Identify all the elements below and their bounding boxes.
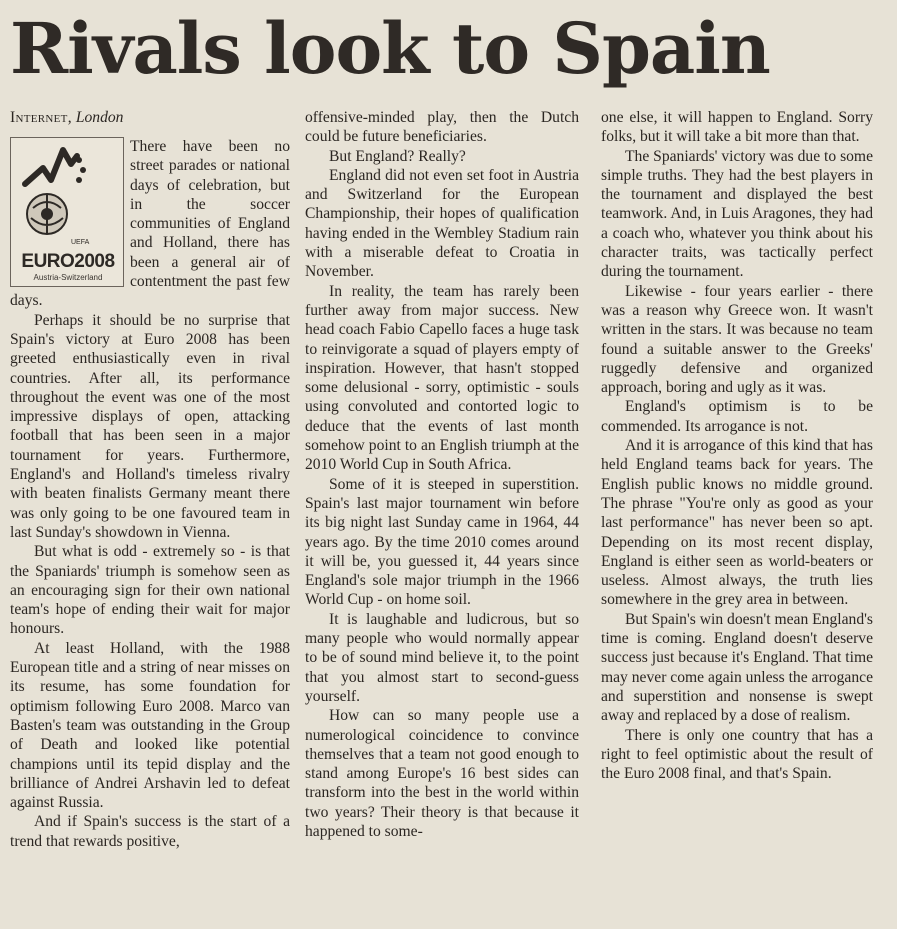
- paragraph: Some of it is steeped in superstition. Spain's last major tournament win before its big night last Sunday came in 1964, 44 years ago. By the time 2010 comes around it will be, you guessed it, 44 years since England's sole major triumph in the 1966 World Cup - on home soil.: [305, 475, 579, 609]
- paragraph: But England? Really?: [329, 147, 466, 165]
- paragraph: And it is arrogance of this kind that has held England teams back for years. The English public knows no middle ground. The phrase "You're only as good as your last performance" has never been so apt. Depending on its most recent display, England is either seen as world-beaters or useless. Almost always, the truth lies somewhere in the grey area in between.: [601, 437, 873, 609]
- paragraph: Likewise - four years earlier - there was a reason why Greece won. It wasn't written in the stars. It was because no team found a suitable answer to the Greeks' ruggedly defensive and organized approach, boring and ugly as it was.: [601, 282, 873, 397]
- paragraph: There have been no street parades or national days of celebration, but in the soccer communities of England and Holland, there has been a general air of contentment the past few days.: [10, 138, 290, 310]
- column-1: [10, 108, 290, 851]
- column-2: [305, 108, 579, 841]
- paragraph: offensive-minded play, then the Dutch could be future beneficiaries.: [305, 109, 579, 146]
- paragraph: England's optimism is to be commended. Its arrogance is not.: [601, 398, 873, 435]
- column-3: [601, 108, 873, 783]
- byline-source: Internet,: [10, 109, 72, 126]
- paragraph: The Spaniards' victory was due to some simple truths. They had the best players in the tournament and displayed the best teamwork. And, in Luis Aragones, they had a coach who, whatever you think about his character traits, was tactically perfect during the tournament.: [601, 147, 873, 281]
- logo-subtitle: Austria-Switzerland: [33, 273, 103, 282]
- paragraph: How can so many people use a numerological coincidence to convince themselves that a team not good enough to stand among Europe's 16 best sides can transform into the best in the world within two years? Their theory is that because it happened to some-: [305, 707, 579, 840]
- paragraph: And if Spain's success is the start of a trend that rewards positive,: [10, 813, 290, 850]
- paragraph: In reality, the team has rarely been further away from major success. New head coach Fabio Capello faces a huge task to reinvigorate a squad of players empty of inspiration. However, that hasn't stopped some delusional - sorry, optimistic - souls using convoluted and contorted logic to deduce that the events of last month somehow point to an English triumph at the 2010 World Cup in South Africa.: [305, 282, 579, 474]
- paragraph: England did not even set foot in Austria and Switzerland for the European Championship, their hopes of qualification having ended in the Wembley Stadium rain with a miserable defeat to Croatia in November.: [305, 166, 579, 281]
- paragraph: It is laughable and ludicrous, but so many people who would normally appear to be of sound mind believe it, to the point that you almost start to second-guess yourself.: [305, 610, 579, 705]
- paragraph: one else, it will happen to England. Sorry folks, but it will take a bit more than that.: [601, 109, 873, 146]
- headline: Rivals look to Spain: [10, 7, 770, 90]
- paragraph: But what is odd - extremely so - is that the Spaniards' triumph is somehow seen as an encouraging sign for their own national team's hope of ending their wait for major honours.: [10, 543, 290, 638]
- logo-title: EURO2008: [21, 251, 115, 272]
- paragraph: But Spain's win doesn't mean England's time is coming. England doesn't deserve success just because it's England. That time may never come again unless the arrogance and superstition and nonsense is swept away and replaced by a dose of realism.: [601, 610, 873, 725]
- byline: [10, 108, 290, 127]
- euro2008-emblem-icon: [17, 144, 117, 250]
- byline-city: London: [75, 109, 124, 126]
- paragraph: At least Holland, with the 1988 European title and a string of near misses on its resume, has some foundation for optimism following Euro 2008. Marco van Basten's team was outstanding in the Group of Death and looked like potential champions until its tepid display and the brilliance of Andrei Arshavin led to defeat against Russia.: [10, 639, 290, 812]
- euro2008-logo: [10, 137, 124, 287]
- uefa-badge: UEFA: [71, 239, 90, 246]
- paragraph: There is only one country that has a right to feel optimistic about the result of the Euro 2008 final, and that's Spain.: [601, 726, 873, 783]
- paragraph: Perhaps it should be no surprise that Spain's victory at Euro 2008 has been greeted enthusiastically even in rival countries. After all, its performance throughout the event was one of the most impressive displays of open, attacking football that has been seen in a major tournament for years. Furthermore, England's and Holland's timeless rivalry with beaten finalists Germany meant there was only going to be one favoured team in last Sunday's showdown in Vienna.: [10, 311, 290, 541]
